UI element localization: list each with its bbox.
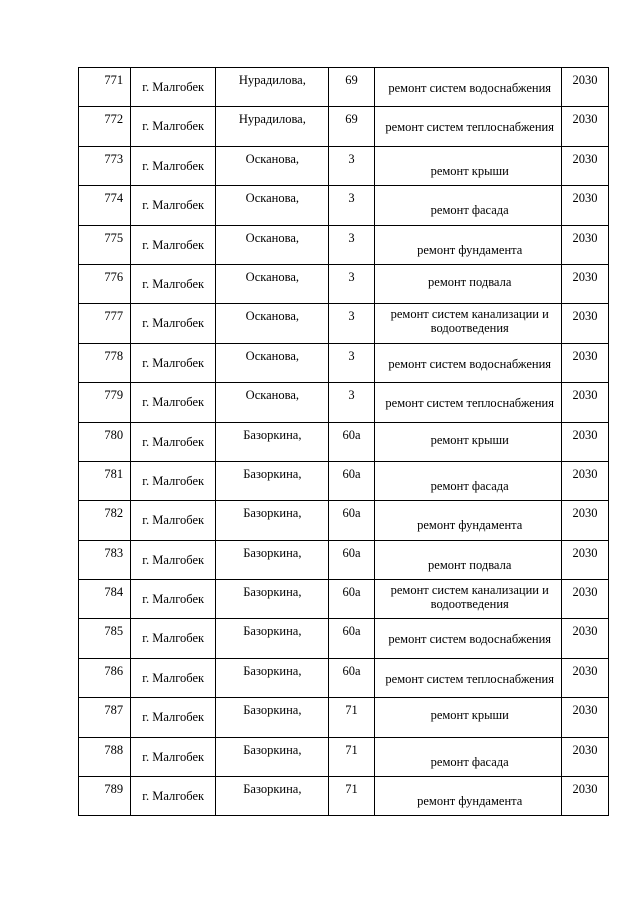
year-cell: 2030 (561, 422, 608, 461)
row-number-cell: 777 (79, 304, 131, 343)
table-row (79, 107, 609, 146)
table-row (79, 461, 609, 500)
work-type-cell: ремонт систем водоснабжения (374, 619, 561, 658)
table-row (79, 737, 609, 776)
year-cell: 2030 (561, 343, 608, 382)
year-cell: 2030 (561, 107, 608, 146)
street-cell: Осканова, (216, 304, 329, 343)
city-cell: г. Малгобек (131, 619, 216, 658)
row-number-cell: 775 (79, 225, 131, 264)
row-number-cell: 783 (79, 540, 131, 579)
row-number-cell: 778 (79, 343, 131, 382)
table-row (79, 422, 609, 461)
row-number-cell: 779 (79, 383, 131, 422)
table-row (79, 501, 609, 540)
street-cell: Базоркина, (216, 540, 329, 579)
row-number-cell: 771 (79, 68, 131, 107)
street-cell: Базоркина, (216, 737, 329, 776)
row-number-cell: 789 (79, 777, 131, 816)
house-number-cell: 60а (329, 658, 374, 697)
house-number-cell: 3 (329, 146, 374, 185)
street-cell: Базоркина, (216, 580, 329, 619)
house-number-cell: 60а (329, 461, 374, 500)
year-cell: 2030 (561, 225, 608, 264)
street-cell: Базоркина, (216, 619, 329, 658)
city-cell: г. Малгобек (131, 501, 216, 540)
work-type-cell: ремонт систем водоснабжения (374, 68, 561, 107)
work-type-cell: ремонт систем канализации и водоотведения (374, 304, 561, 343)
row-number-cell: 773 (79, 146, 131, 185)
work-type-cell: ремонт фасада (374, 737, 561, 776)
row-number-cell: 788 (79, 737, 131, 776)
year-cell: 2030 (561, 619, 608, 658)
city-cell: г. Малгобек (131, 461, 216, 500)
year-cell: 2030 (561, 383, 608, 422)
street-cell: Базоркина, (216, 698, 329, 737)
house-number-cell: 60а (329, 580, 374, 619)
city-cell: г. Малгобек (131, 580, 216, 619)
work-type-cell: ремонт подвала (374, 540, 561, 579)
row-number-cell: 780 (79, 422, 131, 461)
year-cell: 2030 (561, 698, 608, 737)
work-type-cell: ремонт фасада (374, 186, 561, 225)
house-number-cell: 60а (329, 422, 374, 461)
city-cell: г. Малгобек (131, 698, 216, 737)
city-cell: г. Малгобек (131, 658, 216, 697)
table-row (79, 343, 609, 382)
city-cell: г. Малгобек (131, 540, 216, 579)
year-cell: 2030 (561, 461, 608, 500)
year-cell: 2030 (561, 737, 608, 776)
table-row (79, 68, 609, 107)
house-number-cell: 69 (329, 107, 374, 146)
repair-plan-table (78, 67, 609, 816)
work-type-cell: ремонт систем канализации и водоотведения (374, 580, 561, 619)
row-number-cell: 776 (79, 264, 131, 303)
table-row (79, 540, 609, 579)
house-number-cell: 3 (329, 343, 374, 382)
row-number-cell: 774 (79, 186, 131, 225)
table-row (79, 580, 609, 619)
work-type-cell: ремонт систем теплоснабжения (374, 658, 561, 697)
street-cell: Осканова, (216, 146, 329, 185)
street-cell: Осканова, (216, 264, 329, 303)
work-type-cell: ремонт фундамента (374, 225, 561, 264)
street-cell: Нурадилова, (216, 107, 329, 146)
city-cell: г. Малгобек (131, 737, 216, 776)
street-cell: Осканова, (216, 343, 329, 382)
year-cell: 2030 (561, 501, 608, 540)
year-cell: 2030 (561, 658, 608, 697)
year-cell: 2030 (561, 186, 608, 225)
city-cell: г. Малгобек (131, 383, 216, 422)
table-row (79, 698, 609, 737)
city-cell: г. Малгобек (131, 264, 216, 303)
house-number-cell: 3 (329, 225, 374, 264)
street-cell: Осканова, (216, 225, 329, 264)
row-number-cell: 782 (79, 501, 131, 540)
house-number-cell: 60а (329, 501, 374, 540)
year-cell: 2030 (561, 68, 608, 107)
table-row (79, 225, 609, 264)
work-type-cell: ремонт систем теплоснабжения (374, 107, 561, 146)
year-cell: 2030 (561, 540, 608, 579)
city-cell: г. Малгобек (131, 146, 216, 185)
city-cell: г. Малгобек (131, 186, 216, 225)
city-cell: г. Малгобек (131, 225, 216, 264)
work-type-cell: ремонт крыши (374, 698, 561, 737)
house-number-cell: 71 (329, 777, 374, 816)
table-row (79, 658, 609, 697)
street-cell: Осканова, (216, 186, 329, 225)
house-number-cell: 3 (329, 264, 374, 303)
work-type-cell: ремонт систем водоснабжения (374, 343, 561, 382)
row-number-cell: 787 (79, 698, 131, 737)
city-cell: г. Малгобек (131, 68, 216, 107)
work-type-cell: ремонт фундамента (374, 777, 561, 816)
year-cell: 2030 (561, 304, 608, 343)
work-type-cell: ремонт фасада (374, 461, 561, 500)
row-number-cell: 786 (79, 658, 131, 697)
table-row (79, 383, 609, 422)
street-cell: Осканова, (216, 383, 329, 422)
street-cell: Базоркина, (216, 422, 329, 461)
house-number-cell: 60а (329, 540, 374, 579)
table-row (79, 619, 609, 658)
city-cell: г. Малгобек (131, 107, 216, 146)
year-cell: 2030 (561, 264, 608, 303)
street-cell: Базоркина, (216, 461, 329, 500)
street-cell: Базоркина, (216, 501, 329, 540)
work-type-cell: ремонт подвала (374, 264, 561, 303)
row-number-cell: 772 (79, 107, 131, 146)
year-cell: 2030 (561, 580, 608, 619)
house-number-cell: 3 (329, 304, 374, 343)
work-type-cell: ремонт фундамента (374, 501, 561, 540)
row-number-cell: 785 (79, 619, 131, 658)
street-cell: Базоркина, (216, 777, 329, 816)
work-type-cell: ремонт систем теплоснабжения (374, 383, 561, 422)
house-number-cell: 71 (329, 698, 374, 737)
house-number-cell: 3 (329, 383, 374, 422)
city-cell: г. Малгобек (131, 304, 216, 343)
table-row (79, 304, 609, 343)
house-number-cell: 69 (329, 68, 374, 107)
house-number-cell: 71 (329, 737, 374, 776)
house-number-cell: 60а (329, 619, 374, 658)
year-cell: 2030 (561, 777, 608, 816)
street-cell: Базоркина, (216, 658, 329, 697)
row-number-cell: 784 (79, 580, 131, 619)
work-type-cell: ремонт крыши (374, 422, 561, 461)
table-row (79, 186, 609, 225)
street-cell: Нурадилова, (216, 68, 329, 107)
city-cell: г. Малгобек (131, 422, 216, 461)
row-number-cell: 781 (79, 461, 131, 500)
city-cell: г. Малгобек (131, 343, 216, 382)
year-cell: 2030 (561, 146, 608, 185)
table-row (79, 777, 609, 816)
table-row (79, 264, 609, 303)
house-number-cell: 3 (329, 186, 374, 225)
table-row (79, 146, 609, 185)
work-type-cell: ремонт крыши (374, 146, 561, 185)
city-cell: г. Малгобек (131, 777, 216, 816)
